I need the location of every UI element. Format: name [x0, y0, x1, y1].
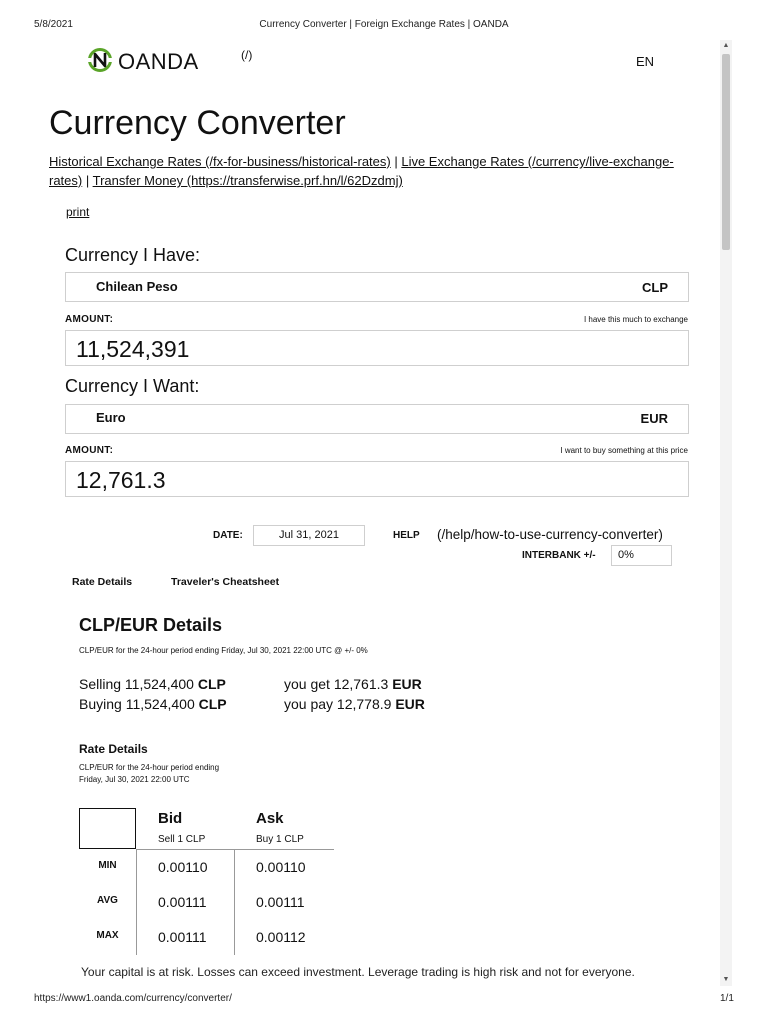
row-label-avg: AVG [97, 895, 118, 906]
max-bid: 0.00111 [158, 929, 207, 945]
scroll-up-arrow-icon[interactable]: ▲ [722, 42, 730, 49]
scroll-down-arrow-icon[interactable]: ▼ [722, 976, 730, 983]
nav-links-line2 [49, 171, 709, 190]
have-hint: I have this much to exchange [583, 315, 688, 324]
page-scrollbar[interactable] [720, 40, 732, 986]
print-date: 5/8/2021 [34, 19, 73, 30]
logo-wordmark: OANDA [118, 49, 199, 74]
language-selector[interactable]: EN [636, 54, 655, 69]
tab-rate-details[interactable]: Rate Details [72, 576, 133, 588]
link-separator: | [82, 173, 93, 188]
want-hint: I want to buy something at this price [560, 446, 688, 455]
min-ask: 0.00110 [256, 859, 306, 875]
live-rates-link-cont[interactable]: rates) [49, 173, 83, 188]
col-bid-header: Bid [158, 810, 183, 827]
pay-text: you pay 12,778.9 [284, 696, 396, 712]
page-title: Currency Converter [49, 104, 346, 142]
have-amount-value: 11,524,391 [76, 336, 190, 362]
print-url: https://www1.oanda.com/currency/converter/ [34, 993, 232, 1004]
pay-line [284, 696, 425, 712]
want-amount-value: 12,761.3 [76, 467, 166, 493]
print-link[interactable]: print [66, 205, 90, 219]
have-currency-select[interactable] [65, 272, 689, 302]
rate-details-line1: CLP/EUR for the 24-hour period ending [79, 763, 220, 772]
want-currency-code: EUR [640, 411, 668, 426]
buying-line [79, 696, 227, 712]
rate-table [79, 808, 335, 958]
col-ask-header: Ask [256, 810, 284, 827]
want-amount-label: AMOUNT: [65, 445, 114, 456]
col-bid-sub: Sell 1 CLP [158, 834, 206, 845]
oanda-logo-icon [88, 48, 112, 77]
risk-disclaimer: Your capital is at risk. Losses can exceed investment. Leverage trading is high risk and not for everyone. [81, 965, 635, 979]
interbank-input[interactable]: 0% [611, 545, 672, 566]
have-currency-name: Chilean Peso [96, 279, 178, 294]
want-amount-input[interactable] [65, 461, 689, 497]
get-text: you get 12,761.3 [284, 676, 393, 692]
rate-table-corner [79, 808, 136, 849]
transfer-money-link[interactable]: Transfer Money (https://transferwise.prf.hn/l/62Dzdmj) [92, 173, 403, 188]
interbank-label: INTERBANK +/- [522, 550, 596, 561]
help-label: HELP [393, 530, 420, 541]
nav-links [49, 152, 709, 171]
pay-code: EUR [395, 696, 425, 712]
selling-line [79, 676, 226, 692]
buying-text: Buying 11,524,400 [79, 696, 199, 712]
get-line [284, 676, 422, 692]
col-ask-sub: Buy 1 CLP [256, 834, 304, 845]
historical-rates-link[interactable]: Historical Exchange Rates (/fx-for-business/historical-rates) [49, 154, 391, 169]
row-label-min: MIN [98, 860, 117, 871]
rate-details-title: Rate Details [79, 742, 148, 756]
have-amount-label: AMOUNT: [65, 314, 114, 325]
have-amount-input[interactable] [65, 330, 689, 366]
rate-details-line2: Friday, Jul 30, 2021 22:00 UTC [79, 775, 190, 784]
print-title: Currency Converter | Foreign Exchange Rates | OANDA [259, 19, 509, 30]
print-page-number: 1/1 [720, 993, 734, 1004]
buying-code: CLP [198, 696, 227, 712]
row-label-max: MAX [96, 930, 119, 941]
date-label: DATE: [213, 530, 243, 541]
help-link[interactable]: (/help/how-to-use-currency-converter) [437, 527, 663, 542]
avg-ask: 0.00111 [256, 894, 305, 910]
details-title: CLP/EUR Details [79, 615, 223, 635]
col-divider-2 [234, 849, 235, 955]
selling-code: CLP [197, 676, 226, 692]
header-divider [136, 849, 334, 850]
col-divider-1 [136, 849, 137, 955]
avg-bid: 0.00111 [158, 894, 207, 910]
home-link[interactable]: (/) [241, 48, 253, 62]
min-bid: 0.00110 [158, 859, 208, 875]
tab-travelers-cheatsheet[interactable]: Traveler's Cheatsheet [171, 576, 280, 588]
oanda-logo[interactable] [88, 48, 199, 76]
details-subtitle: CLP/EUR for the 24-hour period ending Friday, Jul 30, 2021 22:00 UTC @ +/- 0% [79, 646, 368, 655]
have-heading: Currency I Have: [65, 245, 201, 265]
link-separator: | [390, 154, 402, 169]
get-code: EUR [392, 676, 422, 692]
want-heading: Currency I Want: [65, 376, 200, 396]
date-input[interactable]: Jul 31, 2021 [253, 525, 365, 546]
scrollbar-thumb[interactable] [722, 54, 730, 250]
have-currency-code: CLP [642, 280, 668, 295]
max-ask: 0.00112 [256, 929, 306, 945]
live-rates-link[interactable]: Live Exchange Rates (/currency/live-exchange- [401, 154, 674, 169]
selling-text: Selling 11,524,400 [79, 676, 198, 692]
want-currency-name: Euro [96, 410, 126, 425]
want-currency-select[interactable] [65, 404, 689, 434]
